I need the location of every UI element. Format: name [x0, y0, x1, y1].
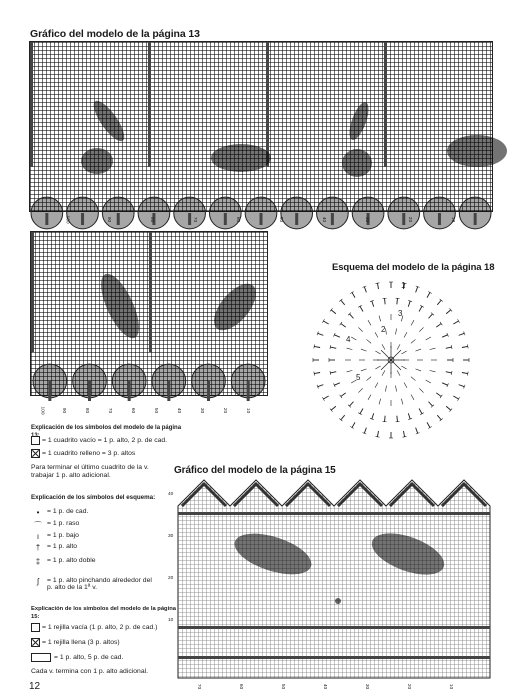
stitch-mark — [361, 349, 367, 351]
scallop-stem — [48, 381, 51, 401]
scallop-stem — [295, 213, 298, 225]
stitch-crossbar — [467, 372, 468, 376]
stitch-mark — [352, 292, 355, 297]
stitch-mark — [375, 383, 378, 388]
legend1-item-empty — [31, 436, 167, 445]
stitch-mark — [360, 306, 363, 311]
schema-title: Esquema del modelo de la página 18 — [332, 262, 495, 273]
round-number-label: 5 — [356, 373, 361, 382]
scallop-stem — [247, 381, 250, 401]
stitch-mark — [323, 396, 328, 399]
stitch-mark — [426, 337, 431, 340]
stitch-mark — [330, 347, 336, 348]
motif-shape — [93, 269, 146, 343]
stitch-mark — [462, 373, 468, 374]
motif-shape — [211, 144, 271, 172]
legend2-title: Explicación de los símbolos del esquema: — [31, 494, 156, 501]
stitch-mark — [352, 422, 355, 427]
stitch-crossbar — [451, 345, 452, 349]
chart3-diagram — [178, 476, 490, 678]
chart3-side-tick-label: 10 — [168, 618, 174, 623]
chart3-side-tick-label: 40 — [168, 492, 174, 497]
stitch-mark — [331, 310, 336, 314]
stitch-mark — [364, 428, 366, 434]
chart1-tick-label: 70 — [192, 216, 198, 223]
legend3-note: Cada v. termina con 1 p. alto adicional. — [31, 668, 148, 675]
motif-shape — [342, 149, 372, 177]
band — [178, 656, 490, 659]
stitch-mark — [411, 320, 414, 325]
stitch-mark — [401, 399, 403, 405]
panel-border — [148, 42, 151, 167]
stitch-mark — [419, 306, 422, 311]
stitch-mark — [419, 408, 422, 413]
stitch-mark — [462, 346, 468, 347]
page-number: 12 — [29, 681, 41, 692]
stitch-crossbar — [330, 371, 331, 375]
stitch-mark — [341, 324, 346, 328]
stitch-mark — [404, 431, 405, 437]
legend2-item — [31, 543, 171, 552]
stitch-mark — [341, 300, 345, 305]
chart2-motifs — [30, 231, 268, 416]
stitch-symbol-icon: ⌒ — [34, 521, 42, 530]
scallop-stem — [438, 213, 441, 225]
stitch-mark — [415, 369, 421, 371]
scallop-stem — [474, 213, 477, 225]
stitch-mark — [366, 339, 371, 343]
scallop-stem — [88, 381, 91, 401]
panel-border — [149, 232, 152, 352]
stitch-mark — [334, 335, 339, 337]
legend1-note: Para terminar el último cuadrito de la v. trabajar 1 p. alto adicional. — [31, 464, 149, 480]
motif-shape — [89, 97, 130, 145]
filled-mesh-icon — [31, 638, 40, 647]
scallop-stem — [117, 213, 120, 225]
stitch-mark — [427, 292, 430, 297]
chart3-tick-label: 40 — [322, 683, 328, 690]
band — [178, 626, 490, 629]
stitch-mark — [430, 348, 436, 350]
stitch-mark — [396, 386, 397, 392]
legend1-title: Explicación de los símbolos del modelo de la página — [31, 425, 182, 431]
stitch-crossbar — [375, 283, 379, 284]
chart3-side-tick-label: 20 — [168, 576, 174, 581]
legend2-item-text: = 1 p. raso — [47, 520, 80, 527]
chart1-tick-label: 20 — [407, 216, 413, 223]
stitch-mark — [459, 385, 465, 387]
stitch-mark — [385, 298, 386, 304]
stitch-mark — [379, 399, 381, 405]
panel-border — [31, 232, 34, 352]
chart2-tick-label: 70 — [107, 407, 113, 414]
legend3-item-bar — [31, 653, 123, 662]
stitch-mark — [358, 327, 362, 331]
crochet-schema-diagram — [306, 272, 476, 447]
stitch-symbol-icon: ‡ — [35, 557, 41, 566]
stitch-mark — [419, 327, 423, 331]
stitch-mark — [419, 388, 423, 392]
stitch-mark — [408, 413, 410, 419]
stitch-mark — [446, 347, 452, 348]
stitch-crossbar — [375, 436, 379, 437]
stitch-mark — [360, 408, 363, 413]
stitch-mark — [314, 346, 320, 347]
stitch-mark — [411, 339, 416, 343]
stitch-mark — [427, 422, 430, 427]
stitch-mark — [397, 370, 400, 375]
stitch-mark — [404, 383, 407, 388]
stitch-mark — [318, 385, 324, 387]
stitch-mark — [408, 301, 410, 307]
filled-square-icon — [31, 449, 40, 458]
chart2-tick-label: 50 — [153, 407, 159, 414]
stitch-mark — [330, 372, 336, 373]
empty-square-icon — [31, 436, 40, 445]
legend2-item-text: = 1 p. alto doble — [47, 557, 96, 564]
stitch-crossbar — [314, 344, 315, 348]
scallop-stem — [207, 381, 210, 401]
stitch-mark — [334, 383, 339, 385]
stitch-mark — [382, 370, 385, 375]
stitch-mark — [446, 372, 452, 373]
chart3-tick-label: 70 — [196, 683, 202, 690]
empty-mesh-icon — [31, 623, 40, 632]
chart1-motifs — [29, 41, 493, 231]
stitch-mark — [428, 314, 432, 318]
stitch-mark — [323, 321, 328, 324]
stitch-crossbar — [314, 372, 315, 376]
stitch-symbol-icon: ı — [36, 532, 40, 541]
scallop-stem — [45, 213, 48, 225]
wide-bar-icon — [31, 653, 51, 662]
stitch-mark — [350, 402, 354, 406]
legend1-item-empty-text: = 1 cuadrito vacío = 1 p. alto, 2 p. de cad. — [42, 437, 168, 444]
chart3-tick-label: 20 — [406, 683, 412, 690]
stitch-mark — [430, 370, 436, 372]
stitch-symbol-icon: • — [36, 508, 40, 517]
chart3-tick-label: 60 — [238, 683, 244, 690]
motif-shape — [346, 100, 373, 142]
stitch-mark — [396, 328, 397, 334]
legend3-item-empty — [31, 623, 157, 632]
legend2-item-text: = 1 p. de cad. — [47, 508, 89, 515]
filet-chart-page15 — [178, 480, 490, 678]
legend1-item-filled — [31, 449, 135, 458]
stitch-mark — [366, 377, 371, 381]
stitch-mark — [350, 314, 354, 318]
stitch-mark — [404, 332, 407, 337]
scallop-stem — [402, 213, 405, 225]
legend2-item-text: = 1 p. bajo — [47, 532, 79, 539]
stitch-mark — [331, 406, 336, 410]
stitch-mark — [437, 300, 441, 305]
stitch-mark — [382, 344, 385, 349]
legend3-title: Explicación de los símbolos del modelo de la página 15: — [31, 606, 176, 621]
stitch-mark — [364, 287, 366, 293]
stitch-mark — [368, 395, 371, 400]
round-number-label: 1 — [401, 281, 406, 290]
chart2-tick-label: 100 — [39, 406, 45, 415]
stitch-mark — [442, 383, 447, 385]
chart2-tick-label: 80 — [84, 407, 90, 414]
legend2-item-text: = 1 p. alto pinchando alrededor del p. alto de la 1ª v. — [47, 577, 152, 591]
chart1-tick-label: 40 — [321, 216, 327, 223]
stitch-symbol-icon: † — [35, 543, 41, 552]
stitch-mark — [385, 328, 386, 334]
chart3-tick-label: 10 — [448, 683, 454, 690]
stitch-mark — [436, 393, 441, 397]
legend2-item-text: = 1 p. alto — [47, 543, 78, 550]
stitch-crossbar — [467, 344, 468, 348]
stitch-mark — [379, 316, 381, 322]
motif-dot — [335, 598, 341, 604]
stitch-mark — [341, 393, 346, 397]
chart1-tick-label: 10 — [450, 216, 456, 223]
stitch-mark — [436, 324, 441, 328]
stitch-mark — [426, 380, 431, 383]
legend2-item — [31, 520, 171, 531]
stitch-mark — [415, 349, 421, 351]
stitch-mark — [385, 386, 386, 392]
scallop-stem — [128, 381, 131, 401]
chart3-tick-label: 50 — [280, 683, 286, 690]
stitch-mark — [411, 377, 416, 381]
round-number-label: 2 — [381, 325, 386, 334]
stitch-mark — [416, 428, 418, 434]
chart1-tick-label: 90 — [106, 216, 112, 223]
chart2-tick-label: 10 — [245, 407, 251, 414]
legend3-item-filled — [31, 638, 120, 647]
chart3-title: Gráfico del modelo de la página 15 — [174, 465, 336, 476]
chart2-tick-label: 90 — [61, 407, 67, 414]
chart2-tick-label: 20 — [222, 407, 228, 414]
chart2-tick-label: 40 — [176, 407, 182, 414]
stitch-mark — [385, 416, 386, 422]
stitch-mark — [372, 413, 374, 419]
motif-shape — [206, 277, 263, 338]
chart1-tick-label: 30 — [364, 216, 370, 223]
stitch-mark — [314, 373, 320, 374]
stitch-mark — [351, 337, 356, 340]
chart2-tick-label: 60 — [130, 407, 136, 414]
scallop-stem — [188, 213, 191, 225]
chart3-side-tick-label: 30 — [168, 534, 174, 539]
stitch-crossbar — [451, 371, 452, 375]
stitch-symbol-icon: ʃ — [37, 577, 39, 586]
legend3-item-empty-text: = 1 rejilla vacía (1 p. alto, 2 p. de cad.) — [42, 624, 158, 631]
stitch-mark — [437, 415, 441, 420]
stitch-mark — [446, 406, 451, 410]
stitch-mark — [446, 310, 451, 314]
stitch-mark — [375, 351, 380, 354]
scallop-stem — [331, 213, 334, 225]
chart1-tick-label: 50 — [278, 216, 284, 223]
stitch-mark — [397, 344, 400, 349]
stitch-mark — [428, 402, 432, 406]
scallop-stem — [224, 213, 227, 225]
stitch-mark — [341, 415, 345, 420]
legend2-item — [31, 557, 171, 566]
center-spoke — [381, 360, 391, 370]
stitch-mark — [372, 301, 374, 307]
stitch-mark — [368, 320, 371, 325]
stitch-mark — [375, 366, 380, 369]
stitch-crossbar — [330, 345, 331, 349]
stitch-mark — [347, 348, 353, 350]
stitch-mark — [397, 298, 398, 304]
legend3-item-bar-text: = 1 p. alto, 5 p. de cad. — [54, 654, 124, 661]
stitch-mark — [442, 335, 447, 337]
chart2-tick-label: 30 — [199, 407, 205, 414]
scallop-stem — [81, 213, 84, 225]
stitch-mark — [397, 416, 398, 422]
stitch-mark — [401, 366, 406, 369]
round-number-label: 3 — [398, 309, 403, 318]
chart1-tick-label: 60 — [235, 216, 241, 223]
stitch-mark — [375, 332, 378, 337]
chart1-tick-label: 100 — [64, 215, 70, 224]
legend1-item-filled-text: = 1 cuadrito relleno = 3 p. altos — [42, 450, 136, 457]
stitch-mark — [377, 283, 378, 289]
stitch-mark — [459, 333, 465, 335]
motif-shape — [447, 135, 507, 167]
scallop-stem — [260, 213, 263, 225]
chart3-tick-label: 30 — [364, 683, 370, 690]
center-spoke — [391, 350, 401, 360]
panel-border — [384, 42, 387, 167]
stitch-mark — [318, 333, 324, 335]
chart1-title: Gráfico del modelo de la página 13 — [30, 28, 200, 40]
round-number-label: 4 — [346, 335, 351, 344]
panel-border — [266, 42, 269, 167]
stitch-mark — [411, 395, 414, 400]
band — [178, 512, 490, 515]
stitch-mark — [358, 388, 362, 392]
legend3-item-filled-text: = 1 rejilla llena (3 p. altos) — [42, 639, 120, 646]
stitch-mark — [347, 370, 353, 372]
panel-border — [30, 42, 33, 167]
center-spoke — [391, 360, 401, 370]
motif-shape — [81, 148, 113, 174]
scallop-stem — [167, 381, 170, 401]
stitch-mark — [416, 287, 418, 293]
legend2-item — [31, 508, 171, 517]
chart1-tick-label: 80 — [149, 216, 155, 223]
stitch-mark — [377, 431, 378, 437]
stitch-crossbar — [403, 436, 407, 437]
stitch-mark — [361, 369, 367, 371]
stitch-mark — [453, 321, 458, 324]
center-spoke — [381, 350, 391, 360]
legend2-item — [31, 532, 174, 541]
stitch-mark — [401, 351, 406, 354]
stitch-mark — [453, 396, 458, 399]
